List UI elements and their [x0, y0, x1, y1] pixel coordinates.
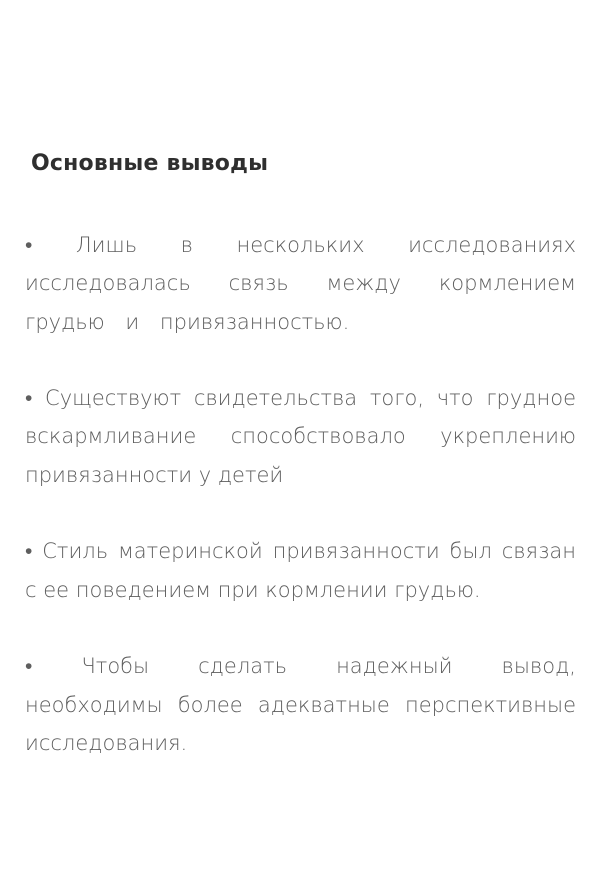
bullet-icon: •: [25, 654, 33, 679]
finding-item-3: [25, 532, 576, 609]
bullet-icon: •: [25, 233, 33, 257]
findings-list: [25, 226, 576, 762]
finding-text-4: Чтобы сделать надежный вывод, необходимы более адекватные перспективные исследования.: [25, 654, 576, 755]
bullet-icon: •: [25, 539, 33, 564]
finding-item-4: [25, 647, 576, 762]
finding-text-3: Стиль материнской привязанности был связан с ее поведением при кормлении грудью.: [25, 539, 576, 602]
bullet-icon: •: [25, 386, 33, 411]
finding-item-1: [25, 226, 576, 341]
finding-text-1: Лишь в нескольких исследованиях исследовалась связь между кормлением грудью и привязанностью.: [25, 233, 576, 334]
key-findings-section: [25, 148, 576, 762]
section-title: Основные выводы: [31, 151, 269, 176]
finding-text-2: Существуют свидетельства того, что грудное вскармливание способствовало укреплению привязанности у детей: [25, 386, 576, 487]
finding-item-2: [25, 379, 576, 494]
